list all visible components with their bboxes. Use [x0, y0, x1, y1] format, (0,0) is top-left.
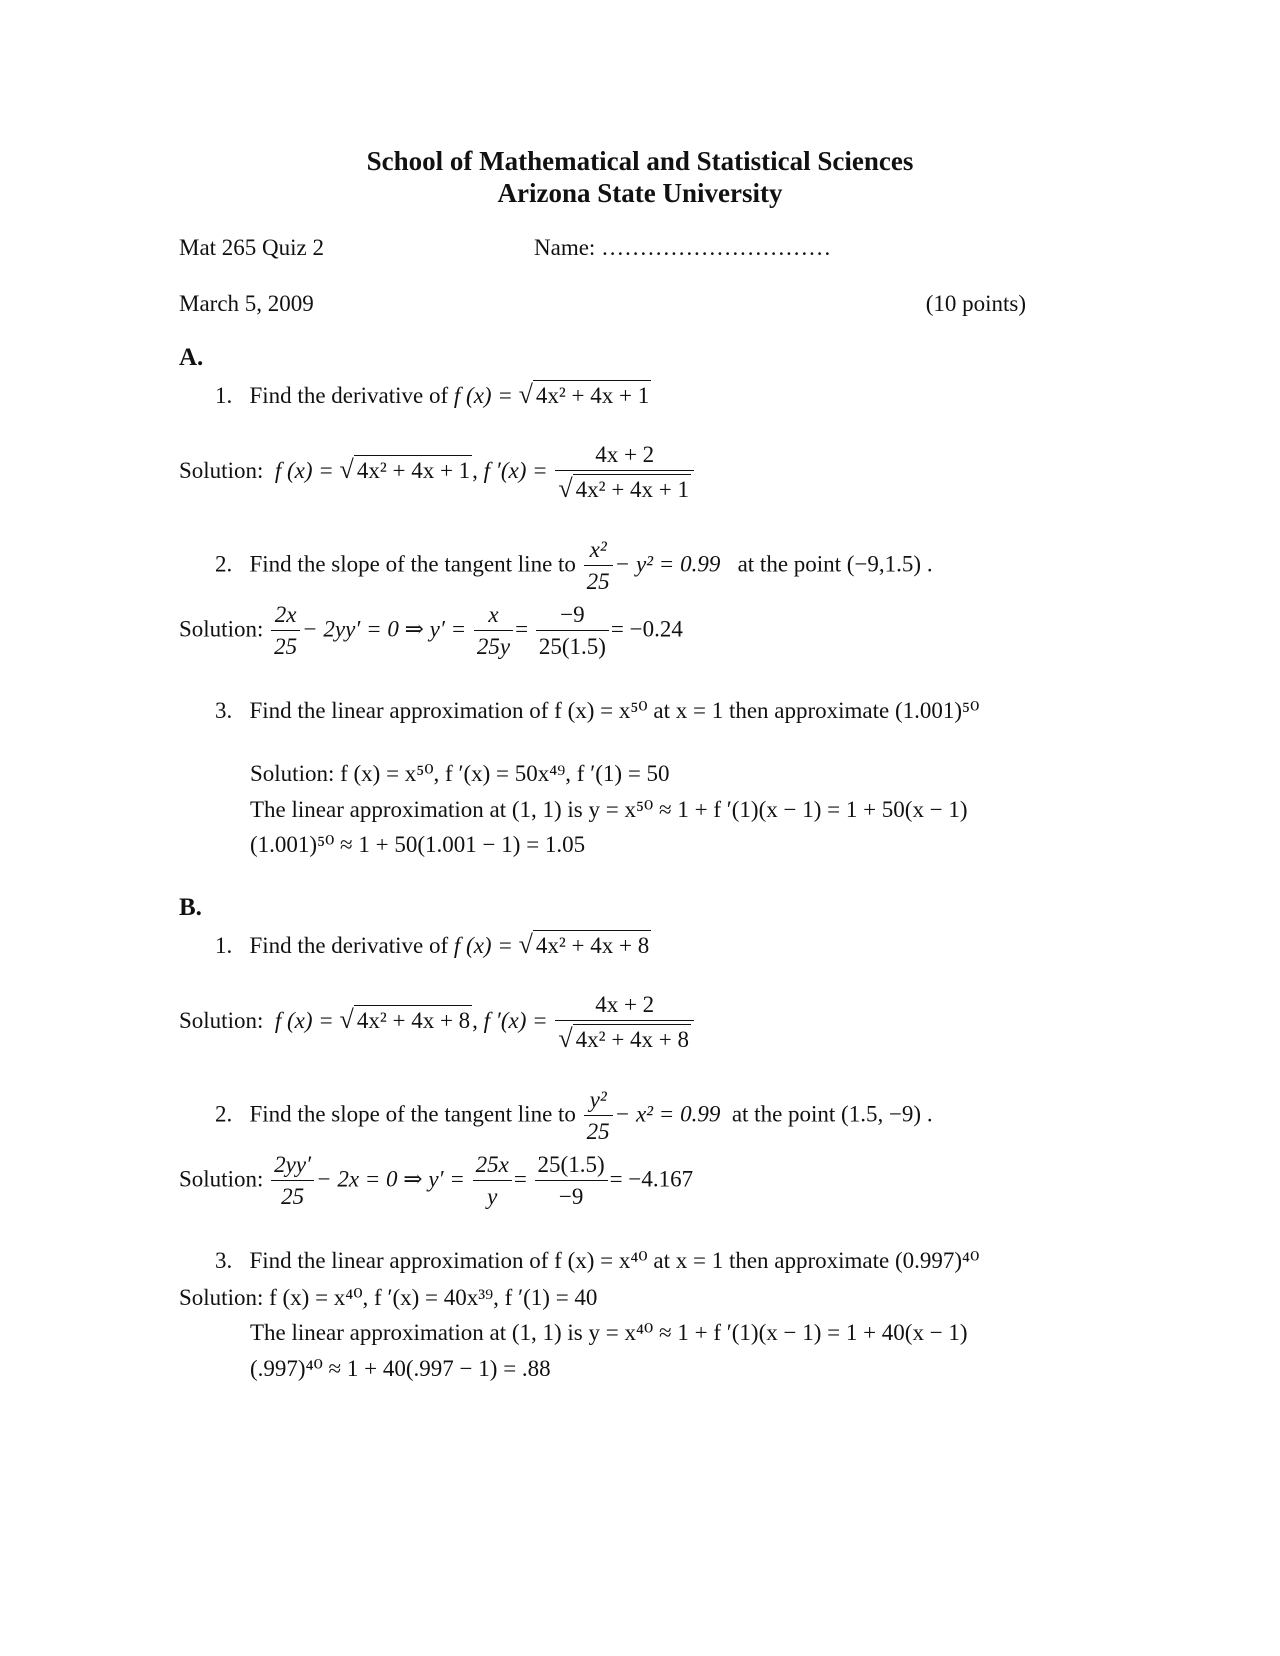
a-q2-sol-frac2 — [474, 603, 513, 659]
a-q2-sol-eq: = — [515, 616, 529, 642]
b-q2-sol-frac1-den: 25 — [281, 1184, 305, 1210]
b-q3-prompt — [215, 1249, 979, 1272]
a-q2-eq-rest: − y² = 0.99 — [614, 551, 721, 577]
a-q3-solution-line-3: (1.001)⁵⁰ ≈ 1 + 50(1.001 − 1) = 1.05 — [250, 832, 586, 857]
b-q2-text: Find the slope of the tangent line to — [249, 1101, 576, 1127]
a-q2-sol-frac3 — [536, 603, 609, 659]
b-q1-sol-sqrt — [340, 1007, 473, 1033]
a-q1-text: Find the derivative of — [249, 383, 449, 408]
a-q3-prompt — [215, 699, 979, 722]
b-q1-sol-lhs: f (x) = — [274, 1008, 334, 1033]
a-q2-sol-result: = −0.24 — [610, 616, 683, 642]
a-q2-sol-frac1-den: 25 — [274, 634, 298, 660]
a-q1-prompt — [215, 382, 651, 408]
b-q2-solution-label: Solution: — [179, 1166, 264, 1192]
a-q2-sol-frac3-den: 25(1.5) — [538, 634, 606, 660]
a-q2-solution-label: Solution: — [179, 616, 264, 642]
b-q2-point: at the point (1.5, −9) . — [731, 1101, 933, 1127]
b-q3-solution-line-3: (.997)⁴⁰ ≈ 1 + 40(.997 − 1) = .88 — [250, 1356, 551, 1381]
radical-icon: √ — [558, 474, 573, 504]
a-q3-solution-line-2: The linear approximation at (1, 1) is y = x⁵⁰ ≈ 1 + f ′(1)(x − 1) = 1 + 50(x − 1) — [250, 797, 968, 822]
a-q1-sqrt — [519, 382, 652, 408]
b-q2-eq-numerator: y² — [584, 1088, 613, 1116]
a-q1-radicand: 4x² + 4x + 1 — [533, 380, 651, 408]
b-q3-text: Find the linear approximation of f (x) = x⁴⁰ at x = 1 then approximate (0.997)⁴⁰ — [249, 1248, 980, 1273]
a-q1-solution — [179, 443, 696, 502]
radical-icon: √ — [339, 1005, 354, 1034]
a-q1-sol-sep: , — [472, 458, 478, 483]
a-q1-sol-radicand: 4x² + 4x + 1 — [354, 455, 472, 483]
a-q3-solution-line-1: Solution: f (x) = x⁵⁰, f ′(x) = 50x⁴⁹, f ′(1) = 50 — [250, 761, 670, 786]
b-q2-sol-frac3-den: −9 — [558, 1184, 584, 1210]
a-q2-eq-fraction — [584, 538, 613, 594]
b-q2-prompt — [215, 1088, 933, 1144]
a-q1-sol-denominator — [555, 471, 694, 502]
radical-icon: √ — [518, 930, 533, 959]
a-q3-text: Find the linear approximation of f (x) = x⁵⁰ at x = 1 then approximate (1.001)⁵⁰ — [249, 698, 980, 723]
b-q2-solution — [179, 1153, 693, 1209]
b-q1-sol-fraction — [555, 993, 694, 1052]
a-q1-func-lhs: f (x) = — [453, 383, 513, 408]
b-q3-solution-line-2: The linear approximation at (1, 1) is y = x⁴⁰ ≈ 1 + f ′(1)(x − 1) = 1 + 40(x − 1) — [250, 1320, 968, 1345]
section-a-label: A. — [179, 344, 204, 371]
a-q2-sol-frac1-num: 2x — [271, 603, 300, 631]
b-q1-solution — [179, 993, 696, 1052]
b-q1-sol-deriv-lhs: f ′(x) = — [483, 1008, 548, 1033]
b-q2-sol-frac1 — [271, 1153, 314, 1209]
a-q1-sol-numerator: 4x + 2 — [555, 443, 694, 471]
radical-icon: √ — [558, 1024, 573, 1054]
a-q1-sol-lhs: f (x) = — [274, 458, 334, 483]
a-q1-solution-label: Solution: — [179, 458, 264, 483]
b-q1-func-lhs: f (x) = — [453, 933, 513, 958]
name-label: Name: — [534, 235, 596, 260]
quiz-points: (10 points) — [925, 291, 1026, 316]
a-q2-sol-frac2-den: 25y — [476, 634, 511, 660]
b-q2-eq-fraction — [584, 1088, 613, 1144]
b-q1-sol-den-radicand: 4x² + 4x + 8 — [573, 1024, 691, 1052]
b-q1-sol-sep: , — [472, 1008, 478, 1033]
a-q1-sol-sqrt — [340, 457, 473, 483]
quiz-date: March 5, 2009 — [179, 291, 314, 316]
a-q2-eq-denominator: 25 — [586, 569, 610, 595]
school-title: School of Mathematical and Statistical Sciences — [366, 146, 914, 176]
b-q1-sol-denominator — [555, 1021, 694, 1052]
a-q2-prompt — [215, 538, 933, 594]
b-q1-radicand: 4x² + 4x + 8 — [533, 930, 651, 958]
b-q2-sol-frac2-den: y — [487, 1184, 498, 1210]
a-q2-eq-numerator: x² — [584, 538, 613, 566]
name-line: ………………………… — [601, 235, 832, 260]
section-b-label: B. — [179, 894, 202, 921]
a-q2-text: Find the slope of the tangent line to — [249, 551, 576, 577]
a-q1-sol-den-radicand: 4x² + 4x + 1 — [573, 474, 691, 502]
a-q1-sol-deriv-lhs: f ′(x) = — [483, 458, 548, 483]
b-q2-sol-frac3-num: 25(1.5) — [535, 1153, 608, 1181]
a-q2-solution — [179, 603, 683, 659]
b-q1-prompt — [215, 932, 651, 958]
a-q2-sol-mid: − 2yy′ = 0 ⇒ y′ = — [302, 616, 467, 642]
b-q3-solution-line-1: Solution: f (x) = x⁴⁰, f ′(x) = 40x³⁹, f ′(1) = 40 — [179, 1285, 598, 1310]
b-q1-sqrt — [519, 932, 652, 958]
b-q2-sol-frac2-num: 25x — [473, 1153, 512, 1181]
b-q2-sol-frac2 — [473, 1153, 512, 1209]
b-q2-sol-result: = −4.167 — [609, 1166, 694, 1192]
b-q2-number: 2. — [215, 1101, 233, 1127]
a-q3-number: 3. — [215, 698, 233, 723]
a-q1-sol-fraction — [555, 443, 694, 502]
a-q2-sol-frac2-num: x — [474, 603, 513, 631]
b-q1-sol-radicand: 4x² + 4x + 8 — [354, 1005, 472, 1033]
b-q2-sol-frac3 — [535, 1153, 608, 1209]
b-q1-solution-label: Solution: — [179, 1008, 264, 1033]
b-q3-number: 3. — [215, 1248, 233, 1273]
radical-icon: √ — [339, 455, 354, 484]
a-q2-sol-frac3-num: −9 — [536, 603, 609, 631]
b-q2-sol-mid: − 2x = 0 ⇒ y′ = — [316, 1166, 465, 1192]
b-q1-number: 1. — [215, 933, 233, 958]
radical-icon: √ — [518, 380, 533, 409]
a-q2-sol-frac1 — [271, 603, 300, 659]
university-title: Arizona State University — [497, 178, 783, 208]
course-label: Mat 265 Quiz 2 — [179, 235, 325, 260]
a-q2-point: at the point (−9,1.5) . — [737, 551, 933, 577]
b-q2-sol-eq: = — [513, 1166, 527, 1192]
b-q2-eq-rest: − x² = 0.99 — [614, 1101, 721, 1127]
a-q1-number: 1. — [215, 383, 233, 408]
b-q2-eq-denominator: 25 — [586, 1119, 610, 1145]
b-q1-text: Find the derivative of — [249, 933, 449, 958]
b-q2-sol-frac1-num: 2yy′ — [271, 1153, 314, 1181]
a-q2-number: 2. — [215, 551, 233, 577]
b-q1-sol-numerator: 4x + 2 — [555, 993, 694, 1021]
name-field — [534, 236, 831, 259]
